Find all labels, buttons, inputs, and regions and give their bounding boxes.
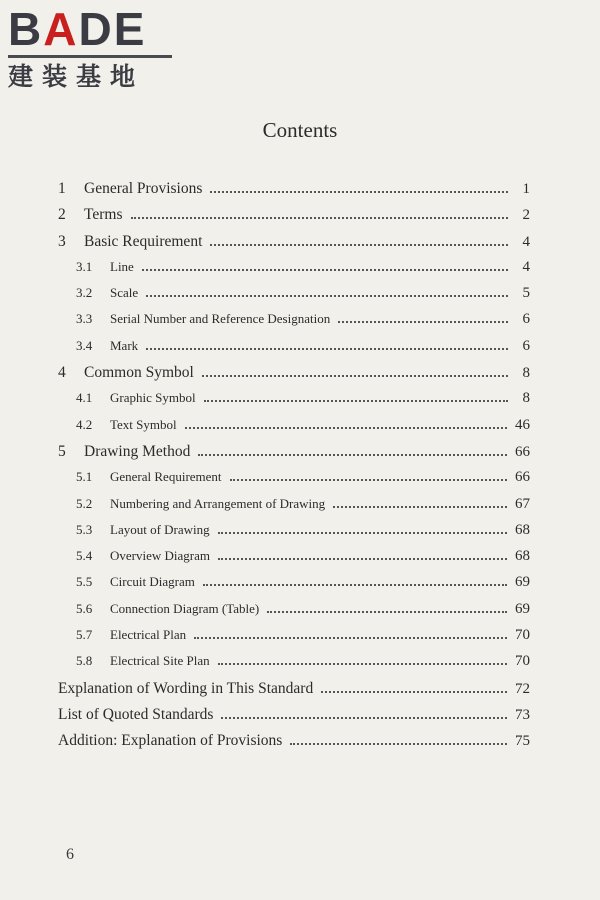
toc-entry-label: Line [110,258,134,274]
toc-entry-number: 5.1 [76,469,93,485]
table-of-contents [58,180,530,759]
toc-entry[interactable] [58,732,530,758]
toc-entry-number: 4.2 [76,416,93,432]
toc-entry-page: 8 [522,390,530,407]
toc-entry-page: 66 [515,443,530,460]
toc-entry-label: Graphic Symbol [110,390,196,406]
toc-entry-label: Basic Requirement [84,232,203,250]
toc-entry-page: 4 [522,233,530,250]
toc-entry[interactable] [58,469,530,495]
toc-entry[interactable] [58,206,530,232]
toc-entry-page: 68 [515,521,530,538]
toc-entry-label: Drawing Method [84,442,191,460]
toc-entry-number: 5.4 [76,548,93,564]
dot-leader [221,707,507,719]
dot-leader [267,601,507,613]
dot-leader [321,681,507,693]
toc-entry[interactable] [58,627,530,653]
toc-entry-page: 8 [522,365,530,382]
toc-entry[interactable] [58,706,530,732]
toc-entry-number: 4 [58,364,66,382]
logo-cjk-text: 建装基地 [8,62,145,91]
toc-entry-number: 3.4 [76,337,93,353]
toc-entry[interactable] [58,653,530,679]
toc-entry-label: Text Symbol [110,416,177,432]
toc-entry-label: General Requirement [110,469,222,485]
toc-entry-number: 5.2 [76,495,93,511]
toc-entry-page: 5 [522,285,530,302]
toc-entry-page: 75 [515,733,530,750]
toc-entry-number: 5.6 [76,600,93,616]
toc-entry-page: 73 [515,706,530,723]
logo-wordmark: BADE [8,3,147,55]
dot-leader [202,365,508,377]
toc-entry-number: 5.3 [76,521,93,537]
dot-leader [338,311,508,323]
dot-leader [218,653,507,665]
toc-entry-label: Addition: Explanation of Provisions [58,732,283,750]
toc-entry[interactable] [58,338,530,364]
toc-entry-number: 3 [58,232,66,250]
toc-entry-label: Serial Number and Reference Designation [110,311,331,327]
toc-entry[interactable] [58,417,530,443]
toc-entry[interactable] [58,364,530,390]
toc-entry-label: Circuit Diagram [110,574,195,590]
dot-leader [146,285,508,297]
toc-entry-label: Connection Diagram (Table) [110,600,260,616]
toc-entry-label: Explanation of Wording in This Standard [58,679,314,697]
toc-entry-label: Common Symbol [84,364,194,382]
toc-entry[interactable] [58,443,530,469]
toc-entry-label: Scale [110,285,139,301]
toc-entry-page: 46 [515,416,530,433]
toc-entry-number: 3.3 [76,311,93,327]
toc-entry-label: List of Quoted Standards [58,705,214,723]
dot-leader [142,259,508,271]
dot-leader [210,181,508,193]
toc-entry-page: 69 [515,600,530,617]
toc-entry-page: 72 [515,680,530,697]
toc-entry-label: Numbering and Arrangement of Drawing [110,495,326,511]
page-title: Contents [262,118,338,142]
dot-leader [210,234,508,246]
dot-leader [290,733,507,745]
toc-entry-page: 6 [522,311,530,328]
toc-entry-number: 3.1 [76,258,93,274]
dot-leader [230,469,507,481]
toc-entry[interactable] [58,233,530,259]
toc-entry-number: 2 [58,206,66,224]
toc-entry[interactable] [58,259,530,285]
toc-entry-number: 1 [58,180,66,197]
dot-leader [146,338,508,350]
dot-leader [203,574,507,586]
dot-leader [194,627,507,639]
toc-entry-number: 5.7 [76,627,93,643]
publisher-logo [8,3,174,92]
toc-entry-page: 67 [515,495,530,512]
dot-leader [204,390,508,402]
toc-entry[interactable] [58,522,530,548]
toc-entry-page: 2 [522,207,530,224]
dot-leader [218,548,507,560]
toc-entry[interactable] [58,680,530,706]
toc-entry-label: Electrical Plan [110,627,187,643]
page-number: 6 [66,846,74,863]
toc-entry-page: 69 [515,574,530,591]
toc-entry-number: 3.2 [76,285,93,301]
toc-entry-number: 5 [58,442,66,460]
dot-leader [218,522,507,534]
toc-entry[interactable] [58,285,530,311]
toc-entry[interactable] [58,601,530,627]
toc-entry-number: 4.1 [76,390,93,406]
toc-entry-label: Overview Diagram [110,548,210,564]
toc-entry[interactable] [58,496,530,522]
dot-leader [131,207,508,219]
toc-entry-number: 5.8 [76,653,93,669]
dot-leader [333,496,507,508]
toc-entry[interactable] [58,180,530,206]
toc-entry-label: General Provisions [84,180,203,197]
toc-entry-page: 70 [515,627,530,644]
toc-entry-label: Layout of Drawing [110,521,210,537]
toc-entry-page: 1 [522,181,530,197]
toc-entry-page: 68 [515,548,530,565]
toc-entry-label: Terms [84,206,123,224]
toc-entry[interactable] [58,311,530,337]
toc-entry-label: Electrical Site Plan [110,653,210,669]
dot-leader [198,444,507,456]
toc-entry[interactable] [58,390,530,416]
toc-entry-number: 5.5 [76,574,93,590]
toc-entry-page: 4 [522,258,530,275]
toc-entry[interactable] [58,574,530,600]
toc-entry-page: 66 [515,469,530,486]
logo-divider [8,55,172,58]
dot-leader [185,417,507,429]
toc-entry-page: 6 [522,337,530,354]
toc-entry-page: 70 [515,653,530,670]
toc-entry[interactable] [58,548,530,574]
toc-entry-label: Mark [110,337,139,353]
